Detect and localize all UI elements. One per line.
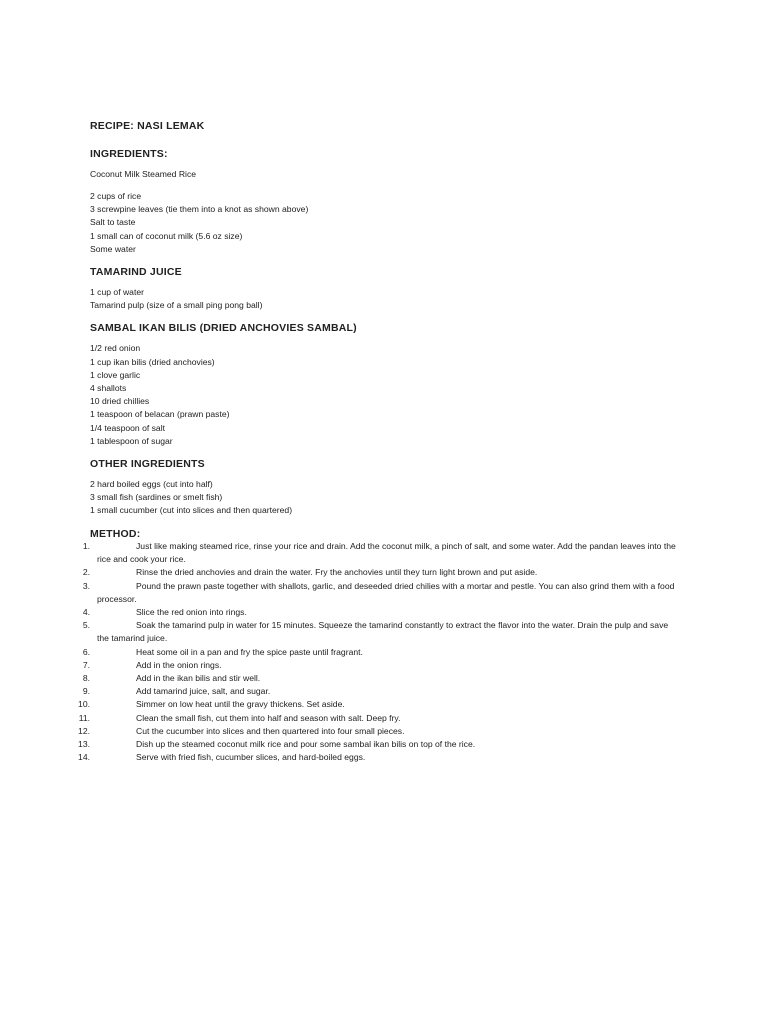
- step-text: Slice the red onion into rings.: [136, 607, 247, 618]
- sambal-heading: SAMBAL IKAN BILIS (DRIED ANCHOVIES SAMBAL): [90, 322, 357, 335]
- method-step: [68, 606, 678, 619]
- step-number: 11.: [78, 712, 90, 723]
- tamarind-heading: TAMARIND JUICE: [90, 266, 182, 279]
- step-number: 14.: [78, 752, 90, 763]
- method-step: [68, 659, 678, 672]
- list-item: 2 cups of rice: [90, 191, 142, 201]
- step-number: 7.: [82, 659, 90, 670]
- list-item: Some water: [90, 243, 136, 254]
- list-item: 1 cup ikan bilis (dried anchovies): [90, 356, 215, 367]
- list-item: Salt to taste: [90, 217, 136, 228]
- method-step: [68, 540, 678, 566]
- method-step: [68, 751, 678, 764]
- list-item: 2 hard boiled eggs (cut into half): [90, 479, 213, 490]
- step-text: Clean the small fish, cut them into half and season with salt. Deep fry.: [136, 712, 401, 723]
- recipe-title: RECIPE: NASI LEMAK: [90, 120, 205, 132]
- step-number: 12.: [78, 725, 90, 736]
- step-text: Just like making steamed rice, rinse your rice and drain. Add the coconut milk, a pinch of salt, and some water. Add the pandan leaves into the rice and cook your rice.: [97, 541, 676, 565]
- step-number: 2.: [82, 567, 90, 578]
- step-number: 4.: [82, 607, 90, 618]
- recipe-content: [90, 119, 690, 548]
- method-step: [68, 672, 678, 685]
- step-number: 1.: [82, 541, 90, 551]
- method-step: [68, 725, 678, 738]
- step-number: 5.: [82, 620, 90, 631]
- method-step: [68, 580, 678, 606]
- step-text: Heat some oil in a pan and fry the spice paste until fragrant.: [136, 646, 363, 657]
- step-text: Rinse the dried anchovies and drain the water. Fry the anchovies until they turn light brown and put aside.: [136, 567, 538, 578]
- method-step: [68, 738, 678, 751]
- list-item: 1 small cucumber (cut into slices and then quartered): [90, 505, 293, 516]
- list-item: 1 clove garlic: [90, 369, 141, 380]
- list-item: 10 dried chillies: [90, 396, 150, 407]
- method-step: [68, 712, 678, 725]
- method-step: [68, 698, 678, 711]
- step-text: Add in the ikan bilis and stir well.: [136, 673, 261, 684]
- list-item: 3 screwpine leaves (tie them into a knot as shown above): [90, 204, 309, 215]
- method-step: [68, 619, 678, 645]
- method-steps-list: [68, 540, 678, 764]
- method-step: [68, 685, 678, 698]
- list-item: 1 tablespoon of sugar: [90, 435, 173, 446]
- step-text: Simmer on low heat until the gravy thickens. Set aside.: [136, 699, 345, 710]
- sambal-list: [90, 342, 690, 448]
- list-item: Tamarind pulp (size of a small ping pong ball): [90, 300, 263, 311]
- step-number: 3.: [82, 580, 90, 591]
- ingredients-heading: INGREDIENTS:: [90, 148, 168, 160]
- step-text: Pound the prawn paste together with shallots, garlic, and deseeded dried chilies with a mortar and pestle. You can also grind them with a food processor.: [97, 580, 675, 604]
- method-heading: METHOD:: [90, 527, 141, 540]
- list-item: 4 shallots: [90, 383, 127, 394]
- step-text: Serve with fried fish, cucumber slices, and hard-boiled eggs.: [136, 752, 366, 763]
- step-number: 9.: [82, 686, 90, 697]
- list-item: 3 small fish (sardines or smelt fish): [90, 492, 223, 503]
- other-ingredients-heading: OTHER INGREDIENTS: [90, 458, 205, 471]
- list-item: 1/4 teaspoon of salt: [90, 422, 166, 433]
- list-item: 1 teaspoon of belacan (prawn paste): [90, 409, 230, 420]
- rice-ingredients-list: [90, 190, 690, 256]
- list-item: 1/2 red onion: [90, 343, 141, 354]
- step-text: Add in the onion rings.: [136, 659, 222, 670]
- list-item: 1 cup of water: [90, 287, 144, 298]
- step-text: Add tamarind juice, salt, and sugar.: [136, 686, 271, 697]
- other-ingredients-list: [90, 478, 690, 518]
- list-item: 1 small can of coconut milk (5.6 oz size): [90, 230, 243, 241]
- method-step: [68, 566, 678, 579]
- step-number: 8.: [82, 673, 90, 684]
- step-number: 10.: [78, 699, 90, 710]
- method-step: [68, 646, 678, 659]
- step-number: 6.: [82, 646, 90, 657]
- ingredients-sub-label: Coconut Milk Steamed Rice: [90, 169, 197, 179]
- tamarind-list: [90, 286, 690, 312]
- step-text: Soak the tamarind pulp in water for 15 minutes. Squeeze the tamarind constantly to extract the flavor into the water. Drain the pulp and save the tamarind juice.: [97, 620, 669, 644]
- step-number: 13.: [78, 739, 90, 750]
- step-text: Cut the cucumber into slices and then quartered into four small pieces.: [136, 725, 405, 736]
- step-text: Dish up the steamed coconut milk rice and pour some sambal ikan bilis on top of the rice.: [136, 739, 476, 750]
